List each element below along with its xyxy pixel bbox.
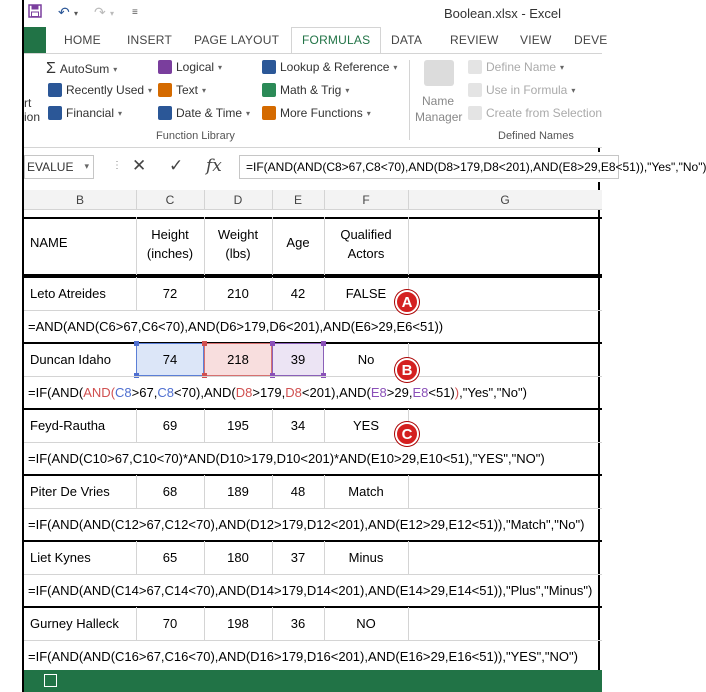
row-3-result[interactable]: YES [352, 417, 379, 433]
chevron-down-icon: ▾ [202, 85, 207, 95]
row-2-result[interactable]: No [357, 351, 375, 367]
window-title: Boolean.xlsx - Excel [444, 6, 562, 21]
excel-window [22, 0, 706, 692]
row-2-formula-colored[interactable]: =IF(AND(AND(C8>67,C8<70),AND(D8>179,D8<201),AND(E8>29,E8<51)),"Yes","No") [28, 385, 527, 400]
formula-bar-grip-icon[interactable]: ⋮ [112, 160, 122, 171]
book-icon [48, 106, 62, 120]
text-icon [158, 83, 172, 97]
row-1-name[interactable]: Leto Atreides [30, 285, 106, 301]
column-header-e[interactable]: E [293, 193, 302, 207]
ribbon-tabs [24, 27, 608, 53]
create-from-selection-button[interactable] [468, 106, 602, 120]
autosum-button[interactable] [46, 60, 117, 78]
column-header-g[interactable]: G [500, 193, 510, 207]
lookup-label: Lookup & Reference [280, 60, 390, 74]
row-3-name[interactable]: Feyd-Rautha [30, 417, 106, 433]
define-name-label: Define Name [486, 60, 557, 74]
tab-review[interactable]: REVIEW [450, 33, 499, 47]
row-1-weight[interactable]: 210 [227, 285, 249, 301]
row-1-result[interactable]: FALSE [345, 285, 387, 301]
use-in-formula-label: Use in Formula [486, 83, 568, 97]
column-headers [24, 190, 602, 210]
autosum-label: AutoSum [59, 62, 110, 76]
math-trig-button[interactable] [262, 83, 349, 97]
date-time-button[interactable] [158, 106, 250, 120]
name-box-value: EVALUE [27, 160, 74, 174]
chevron-down-icon: ▾ [571, 85, 576, 95]
chevron-down-icon: ▾ [560, 62, 565, 72]
row-5-age[interactable]: 37 [290, 549, 306, 565]
row-4-weight[interactable]: 189 [227, 483, 249, 499]
row-3-height[interactable]: 69 [162, 417, 178, 433]
row-4-name[interactable]: Piter De Vries [30, 483, 110, 499]
header-height[interactable] [136, 224, 204, 264]
row-6-weight[interactable]: 198 [227, 615, 249, 631]
insert-function-icon[interactable]: fx [206, 156, 222, 176]
chevron-down-icon: ▾ [148, 85, 153, 95]
row-4-result[interactable]: Match [348, 483, 384, 499]
redo-dropdown-icon[interactable]: ▾ [110, 9, 115, 18]
row-6-age[interactable]: 36 [290, 615, 306, 631]
row-6-formula[interactable]: =IF(AND(AND(C16>67,C16<70),AND(D16>179,D16<201),AND(E16>29,E16<51)),"YES","NO") [28, 649, 578, 664]
enter-icon[interactable]: ✓ [169, 156, 184, 175]
row-5-name[interactable]: Liet Kynes [30, 549, 91, 565]
math-icon [262, 83, 276, 97]
row-6-result[interactable]: NO [356, 615, 376, 631]
text-label: Text [176, 83, 199, 97]
name-manager-label-1[interactable]: Name [422, 94, 455, 108]
ribbon-formulas [24, 53, 602, 148]
status-bar [24, 670, 602, 692]
customize-qat-icon[interactable]: ≡ [132, 7, 138, 18]
row-1-age[interactable]: 42 [290, 285, 306, 301]
more-functions-icon [262, 106, 276, 120]
create-from-selection-label: Create from Selection [486, 106, 603, 120]
column-header-d[interactable]: D [233, 193, 243, 207]
tab-page-layout[interactable]: PAGE LAYOUT [194, 33, 280, 47]
more-functions-label: More Functions [280, 106, 363, 120]
chevron-down-icon: ▾ [246, 108, 251, 118]
chevron-down-icon: ▾ [366, 108, 371, 118]
redo-icon[interactable]: ↷ [94, 4, 106, 20]
use-in-formula-button[interactable] [468, 83, 575, 97]
column-header-c[interactable]: C [165, 193, 175, 207]
row-1-height[interactable]: 72 [162, 285, 178, 301]
insert-function-partial-label-2[interactable]: ion [24, 110, 41, 124]
macro-record-icon[interactable] [44, 674, 57, 687]
header-age[interactable]: Age [286, 234, 310, 250]
logical-label: Logical [176, 60, 215, 74]
function-library-label: Function Library [156, 130, 235, 142]
row-4-age[interactable]: 48 [290, 483, 306, 499]
cancel-icon[interactable]: ✕ [132, 156, 147, 175]
date-time-label: Date & Time [176, 106, 243, 120]
row-3-weight[interactable]: 195 [227, 417, 249, 433]
tab-formulas[interactable]: FORMULAS [291, 27, 381, 54]
tab-insert[interactable]: INSERT [127, 33, 172, 47]
lookup-icon [262, 60, 276, 74]
header-qualified-line1: Qualified [340, 227, 392, 242]
row-5-result[interactable]: Minus [348, 549, 384, 565]
chevron-down-icon: ▾ [84, 161, 89, 171]
row-2-age[interactable]: 39 [290, 351, 306, 367]
lookup-reference-button[interactable] [262, 60, 397, 74]
file-tab[interactable] [24, 27, 46, 53]
title-bar [24, 0, 602, 27]
tab-home[interactable]: HOME [64, 33, 101, 47]
chevron-down-icon: ▾ [345, 85, 350, 95]
header-weight-line1: Weight [217, 227, 259, 242]
row-2-weight[interactable]: 218 [227, 351, 249, 367]
financial-label: Financial [66, 106, 115, 120]
selection-icon [468, 106, 482, 120]
header-weight[interactable] [204, 224, 272, 264]
worksheet-grid [24, 210, 602, 670]
header-weight-line2: (lbs) [225, 246, 251, 261]
column-header-f[interactable]: F [362, 193, 370, 207]
tab-developer[interactable]: DEVE [574, 33, 608, 47]
formula-icon [468, 83, 482, 97]
financial-button[interactable] [48, 106, 122, 120]
clock-icon [158, 106, 172, 120]
row-6-name[interactable]: Gurney Halleck [30, 615, 119, 631]
row-5-formula[interactable]: =IF(AND(AND(C14>67,C14<70),AND(D14>179,D14<201),AND(E14>29,E14<51)),"Plus","Minus") [28, 583, 593, 598]
row-4-formula[interactable]: =IF(AND(AND(C12>67,C12<70),AND(D12>179,D12<201),AND(E12>29,E12<51)),"Match","No") [28, 517, 585, 532]
column-header-b[interactable]: B [75, 193, 84, 207]
row-6-height[interactable]: 70 [162, 615, 178, 631]
logical-icon [158, 60, 172, 74]
tag-icon [468, 60, 482, 74]
header-name[interactable]: NAME [30, 234, 68, 250]
header-qualified-line2: Actors [347, 246, 385, 261]
chevron-down-icon: ▾ [118, 108, 123, 118]
text-button[interactable] [158, 83, 206, 97]
annotation-badge-a: A [395, 290, 419, 314]
undo-icon[interactable]: ↶ [58, 4, 70, 20]
name-manager-icon[interactable] [424, 60, 454, 86]
header-height-line2: (inches) [146, 246, 194, 261]
chevron-down-icon: ▾ [113, 64, 118, 74]
row-2-height[interactable]: 74 [162, 351, 178, 367]
annotation-badge-c: C [395, 422, 419, 446]
row-4-height[interactable]: 68 [162, 483, 178, 499]
chevron-down-icon: ▾ [218, 62, 223, 72]
name-manager-label-2[interactable]: Manager [415, 110, 463, 124]
row-5-weight[interactable]: 180 [227, 549, 249, 565]
tab-view[interactable]: VIEW [520, 33, 552, 47]
row-3-formula[interactable]: =IF(AND(C10>67,C10<70)*AND(D10>179,D10<201)*AND(E10>29,E10<51),"YES","NO") [28, 451, 545, 466]
header-height-line1: Height [151, 227, 189, 242]
save-icon[interactable] [28, 4, 42, 21]
insert-function-partial-label[interactable]: rt [24, 96, 32, 110]
logical-button[interactable] [158, 60, 222, 74]
row-1-formula[interactable]: =AND(AND(C6>67,C6<70),AND(D6>179,D6<201),AND(E6>29,E6<51)) [28, 319, 444, 334]
header-qualified-actors[interactable] [324, 224, 408, 264]
formula-input[interactable]: =IF(AND(AND(C8>67,C8<70),AND(D8>179,D8<201),AND(E8>29,E8<51)),"Yes","No") [239, 155, 619, 179]
row-2-name[interactable]: Duncan Idaho [30, 351, 111, 367]
row-3-age[interactable]: 34 [290, 417, 306, 433]
defined-names-label: Defined Names [498, 130, 574, 142]
undo-dropdown-icon[interactable]: ▾ [74, 9, 79, 18]
row-5-height[interactable]: 65 [162, 549, 178, 565]
define-name-button[interactable] [468, 60, 564, 74]
chevron-down-icon: ▾ [393, 62, 398, 72]
name-box[interactable] [24, 155, 94, 179]
recently-used-label: Recently Used [66, 83, 145, 97]
formula-bar [24, 152, 706, 182]
sigma-icon: Σ [46, 60, 56, 77]
ribbon-separator [409, 60, 410, 140]
more-functions-button[interactable] [262, 106, 371, 120]
annotation-badge-b: B [395, 358, 419, 382]
recently-used-button[interactable] [48, 83, 152, 97]
star-icon [48, 83, 62, 97]
tab-data[interactable]: DATA [391, 33, 423, 47]
math-label: Math & Trig [280, 83, 342, 97]
